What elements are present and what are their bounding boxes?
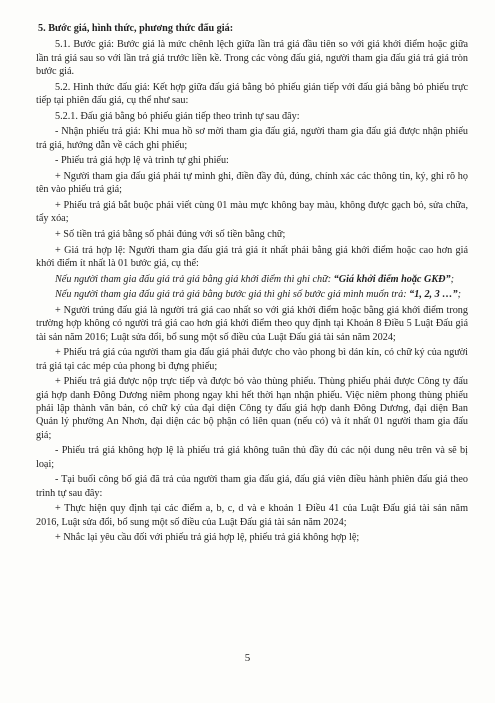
paragraph-amount-match: + Số tiền trả giá bằng số phải đúng với số tiền bằng chữ;: [55, 229, 286, 240]
section-heading: 5. Bước giá, hình thức, phương thức đấu giá:: [38, 23, 234, 34]
paragraph-announcement: - Tại buổi công bố giá đã trả của người tham gia đấu giá, đấu giá viên điều hành phiên đấu giá theo trình tự sau đây:: [36, 474, 468, 499]
paragraph-invalid-ballot: - Phiếu trả giá không hợp lệ là phiếu trả giá không tuân thủ đầy đủ các nội dung nêu trên và sẽ bị loại;: [36, 445, 468, 470]
paragraph-starting-price-note: [36, 273, 468, 286]
paragraph-step-count-note: [36, 288, 468, 301]
paragraph-valid-ballot: - Phiếu trả giá hợp lệ và trình tự ghi phiếu:: [55, 155, 229, 167]
note-text: Nếu người tham gia đấu giá trả giá bằng bước giá thì ghi số bước giá mình muốn trả:: [55, 289, 410, 301]
paragraph-procedure: + Thực hiện quy định tại các điểm a, b, c, d và e khoản 1 Điều 41 của Luật Đấu giá tài sản năm 2016, Luật sửa đổi, bổ sung một số điều của Luật Đấu giá tài sản năm 2024;: [36, 503, 468, 528]
paragraph-receive-ballot: - Nhận phiếu trả giá: Khi mua hồ sơ mời tham gia đấu giá, người tham gia đấu giá được nhận phiếu trả giá, hướng dẫn về cách ghi phiếu;: [36, 126, 468, 151]
note-end: ;: [450, 273, 455, 285]
note-end: ;: [457, 289, 461, 301]
paragraph-bid-step: 5.1. Bước giá: Bước giá là mức chênh lệch giữa lần trả giá đầu tiên so với giá khởi điểm hoặc giữa lần trả giá sau so với lần trả giá trước liền kề. Trong các vòng đấu giá, người tham gia đấu giá trả giá tròn bước giá.: [36, 39, 468, 78]
note-emphasis: “1, 2, 3 …”: [409, 289, 458, 301]
paragraph-ballot-box: + Phiếu trả giá được nộp trực tiếp và được bỏ vào thùng phiếu. Thùng phiếu phải được Công ty đấu giá hợp danh Đông Dương niêm phong ngay khi hết thời hạn nhận phiếu. Việc niêm phong thùng phiếu phải lập thành văn bản, có chữ ký của đại diện Công ty đấu giá hợp danh Đông Dương, đại diện Ban Quản lý phường An Nhơn, đại diện các bộ phận có liên quan (nếu có) và ít nhất 01 người tham gia đấu giá;: [36, 376, 468, 441]
note-text: Nếu người tham gia đấu giá trả giá bằng giá khởi điểm thì ghi chữ:: [55, 273, 334, 285]
paragraph-fill-info: + Người tham gia đấu giá phải tự mình ghi, điền đầy đủ, đúng, chính xác các thông tin, ký, ghi rõ họ tên vào phiếu trả giá;: [36, 171, 468, 196]
paragraph-ink-rule: + Phiếu trả giá bắt buộc phải viết cùng 01 màu mực không bay màu, không được gạch bỏ, sửa chữa, tẩy xóa;: [36, 200, 468, 225]
paragraph-indirect-voting: 5.2.1. Đấu giá bằng bỏ phiếu gián tiếp theo trình tự sau đây:: [55, 110, 300, 122]
paragraph-winner: + Người trúng đấu giá là người trả giá cao nhất so với giá khởi điểm hoặc bằng giá khởi điểm trong trường hợp không có người trả giá cao hơn giá khởi điểm theo quy định tại Khoản 8 Điều 5 Luật Đấu giá tài sản năm 2016; Luật sửa đổi, bổ sung một số điều của Luật Đấu giá tài sản năm 2024;: [36, 304, 468, 343]
page-number: 5: [244, 652, 251, 664]
paragraph-valid-price: + Giá trả hợp lệ: Người tham gia đấu giá trả giá ít nhất phải bằng giá khởi điểm hoặc cao hơn giá khởi điểm ít nhất là 01 bước giá, cụ thể:: [36, 244, 468, 269]
document-body: [36, 22, 468, 547]
paragraph-reminder: + Nhắc lại yêu cầu đối với phiếu trả giá hợp lệ, phiếu trả giá không hợp lệ;: [55, 532, 360, 544]
paragraph-auction-form: 5.2. Hình thức đấu giá: Kết hợp giữa đấu giá bằng bỏ phiếu gián tiếp với đấu giá bằng bỏ phiếu trực tiếp tại phiên đấu giá, cụ thể như sau:: [36, 81, 468, 107]
paragraph-sealed-envelope: + Phiếu trả giá của người tham gia đấu giá phải được cho vào phong bì dán kín, có chữ ký của người trả giá tại các mép của phong bì đựng phiếu;: [36, 347, 468, 372]
note-emphasis: “Giá khởi điểm hoặc GKĐ”: [333, 273, 451, 285]
